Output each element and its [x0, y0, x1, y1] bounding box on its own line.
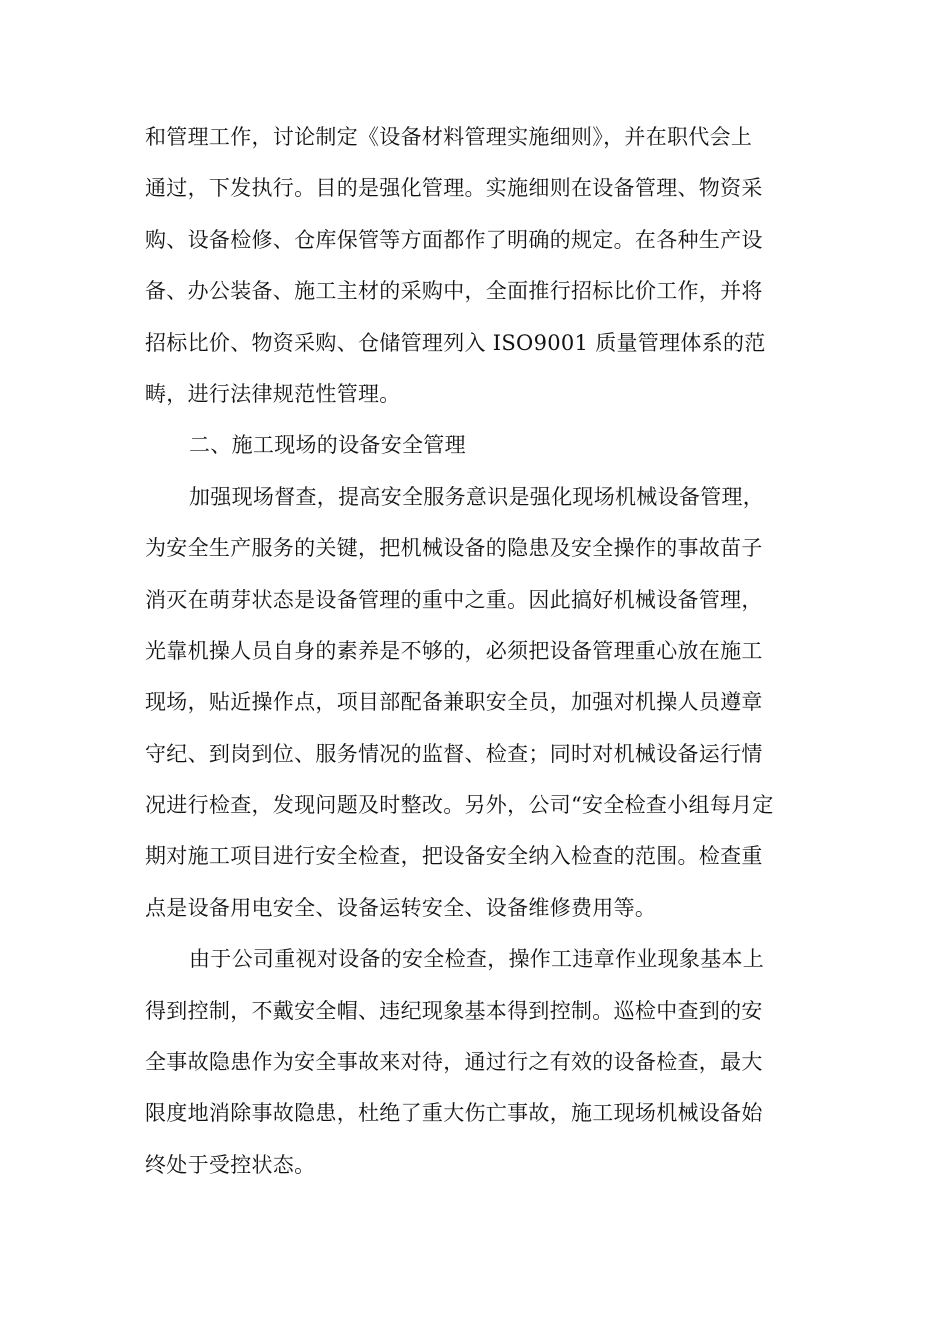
text-line: 畴，进行法律规范性管理。: [145, 381, 401, 406]
text-line: 购、设备检修、仓库保管等方面都作了明确的规定。在各种生产设: [145, 227, 763, 252]
paragraph-site-inspection: [145, 472, 805, 935]
text-line: 守纪、到岗到位、服务情况的监督、检查；同时对机械设备运行情: [145, 741, 763, 766]
text-line: 由于公司重视对设备的安全检查，操作工违章作业现象基本上: [189, 947, 765, 972]
text-line: 通过，下发执行。目的是强化管理。实施细则在设备管理、物资采: [145, 176, 763, 201]
section-heading: [145, 420, 805, 471]
text-line: 终处于受控状态。: [145, 1152, 316, 1177]
text-line: 期对施工项目进行安全检查，把设备安全纳入检查的范围。检查重: [145, 844, 763, 869]
paragraph-continued: [145, 112, 805, 420]
text-line: 得到控制，不戴安全帽、违纪现象基本得到控制。巡检中查到的安: [145, 998, 763, 1023]
text-line: 限度地消除事故隐患，杜绝了重大伤亡事故，施工现场机械设备始: [145, 1101, 763, 1126]
text-line: 备、办公装备、施工主材的采购中，全面推行招标比价工作，并将: [145, 279, 763, 304]
text-line: 加强现场督查，提高安全服务意识是强化现场机械设备管理，: [189, 484, 765, 509]
text-line: 和管理工作，讨论制定《设备材料管理实施细则》，并在职代会上: [145, 125, 753, 149]
text-line: 全事故隐患作为安全事故来对待，通过行之有效的设备检查，最大: [145, 1050, 763, 1075]
text-line: 光靠机操人员自身的素养是不够的，必须把设备管理重心放在施工: [145, 638, 763, 663]
text-line: 消灭在萌芽状态是设备管理的重中之重。因此搞好机械设备管理，: [145, 587, 763, 612]
text-line: 点是设备用电安全、设备运转安全、设备维修费用等。: [145, 895, 657, 920]
text-line: 招标比价、物资采购、仓储管理列入 ISO9001 质量管理体系的范: [145, 330, 766, 355]
text-line: 况进行检查，发现问题及时整改。另外，公司“安全检查小组每月定: [145, 793, 774, 818]
text-line: 现场，贴近操作点，项目部配备兼职安全员，加强对机操人员遵章: [145, 690, 763, 715]
text-line: 为安全生产服务的关键，把机械设备的隐患及安全操作的事故苗子: [145, 536, 763, 561]
paragraph-results: [145, 934, 805, 1191]
document-body: [145, 112, 805, 1191]
section-heading-text: 二、施工现场的设备安全管理: [189, 433, 466, 458]
